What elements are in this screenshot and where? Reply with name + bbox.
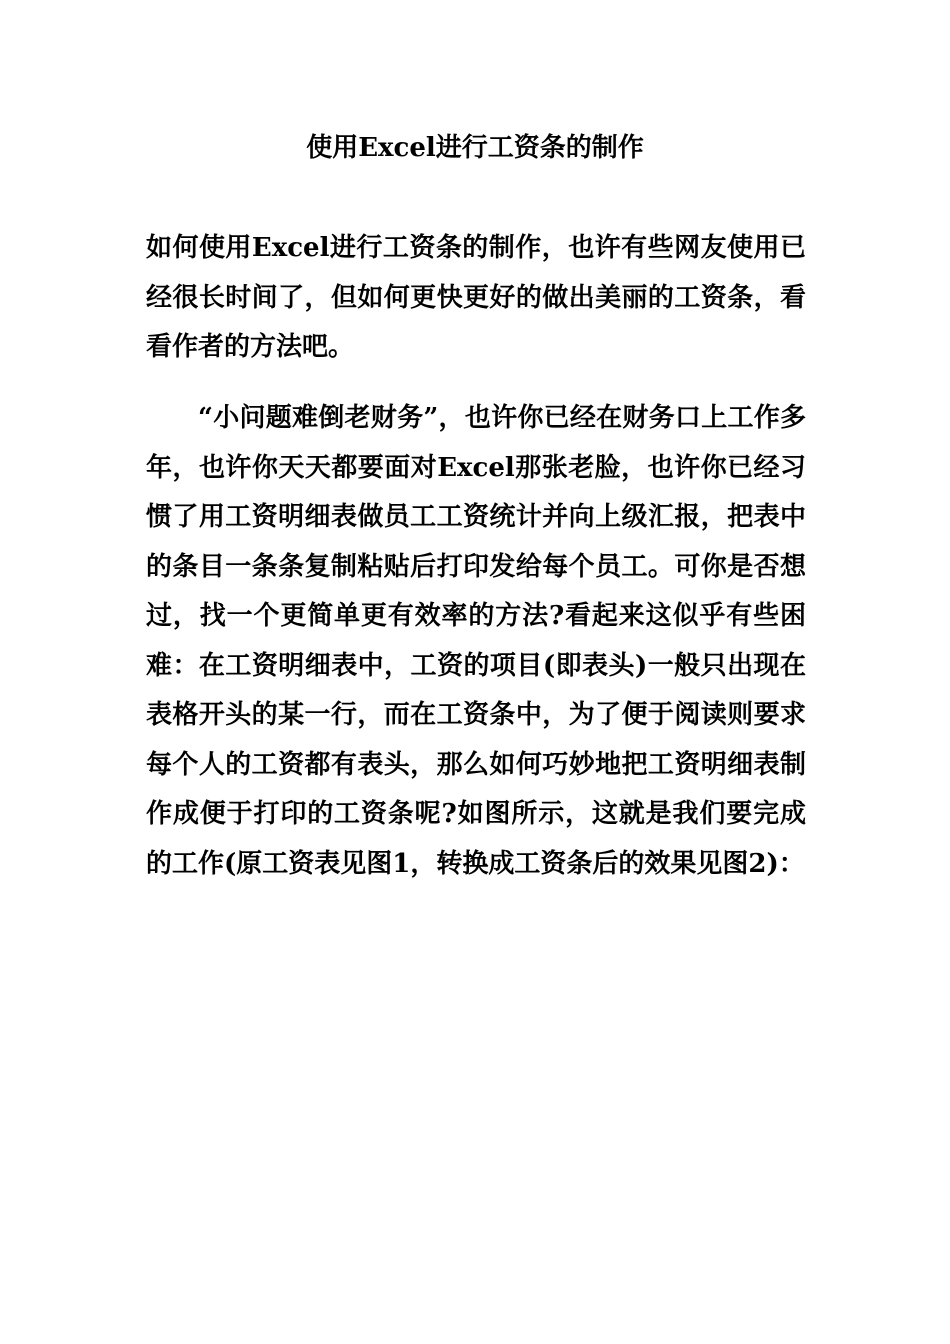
document-title: 使用Excel进行工资条的制作 [306, 133, 644, 163]
intro-paragraph: 如何使用Excel进行工资条的制作，也许有些网友使用已经很长时间了，但如何更快更好的做出美丽的工资条，看看作者的方法吧。 [146, 233, 806, 362]
body-paragraph: “小问题难倒老财务”，也许你已经在财务口上工作多年，也许你天天都要面对Excel那张老脸，也许你已经习惯了用工资明细表做员工工资统计并向上级汇报，把表中的条目一条条复制粘贴后打印发给每个员工。可你是否想过，找一个更简单更有效率的方法?看起来这似乎有些困难：在工资明细表中，工资的项目(即表头)一般只出现在表格开头的某一行，而在工资条中，为了便于阅读则要求每个人的工资都有表头，那么如何巧妙地把工资明细表制作成便于打印的工资条呢?如图所示，这就是我们要完成的工作(原工资表见图1，转换成工资条后的效果见图2)： [146, 403, 806, 879]
